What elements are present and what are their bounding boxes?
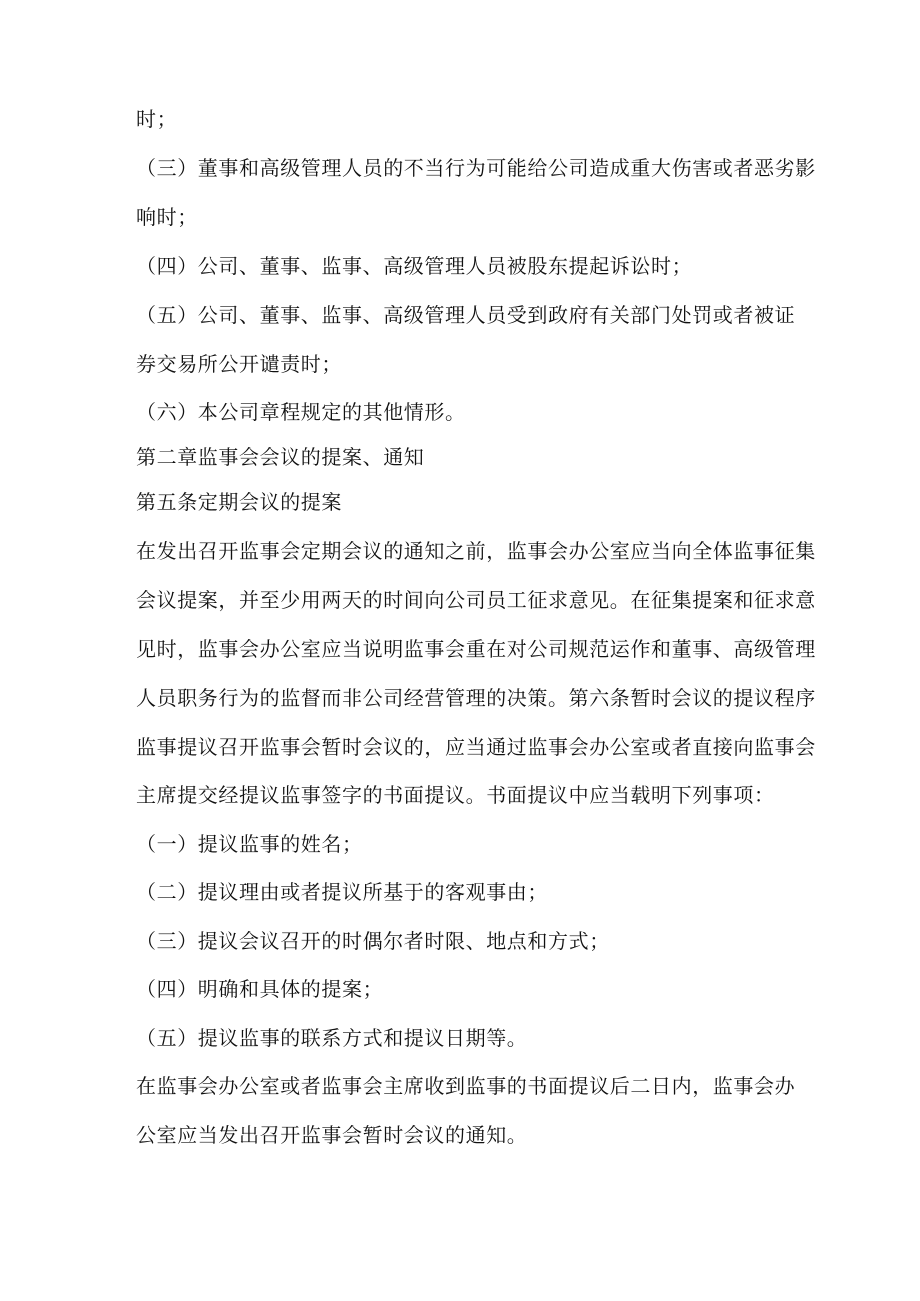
text-line: 公室应当发出召开监事会暂时会议的通知。 — [136, 1123, 528, 1147]
chapter-heading: 第二章监事会会议的提案、通知 — [136, 445, 425, 469]
text-line: 监事提议召开监事会暂时会议的，应当通过监事会办公室或者直接向监事会 — [136, 735, 816, 759]
text-line: 人员职务行为的监督而非公司经营管理的决策。第六条暂时会议的提议程序 — [136, 686, 816, 710]
text-line: （三）董事和高级管理人员的不当行为可能给公司造成重大伤害或者恶劣影 — [136, 156, 816, 180]
list-item: （四）明确和具体的提案； — [136, 977, 384, 1001]
text-line: 在监事会办公室或者监事会主席收到监事的书面提议后二日内，监事会办 — [136, 1074, 796, 1098]
article-heading: 第五条定期会议的提案 — [136, 490, 342, 514]
text-line: 在发出召开监事会定期会议的通知之前，监事会办公室应当向全体监事征集 — [136, 539, 816, 563]
text-line: 时； — [136, 107, 178, 131]
text-line: （五）公司、董事、监事、高级管理人员受到政府有关部门处罚或者被证 — [136, 303, 796, 327]
text-line: 主席提交经提议监事签字的书面提议。书面提议中应当载明下列事项： — [136, 783, 775, 807]
text-line: （六）本公司章程规定的其他情形。 — [136, 400, 466, 424]
text-line: 见时，监事会办公室应当说明监事会重在对公司规范运作和董事、高级管理 — [136, 637, 816, 661]
text-line: 响时； — [136, 205, 198, 229]
list-item: （三）提议会议召开的时偶尔者时限、地点和方式； — [136, 929, 610, 953]
list-item: （一）提议监事的姓名； — [136, 832, 363, 856]
list-item: （二）提议理由或者提议所基于的客观事由； — [136, 880, 548, 904]
list-item: （五）提议监事的联系方式和提议日期等。 — [136, 1026, 528, 1050]
text-line: （四）公司、董事、监事、高级管理人员被股东提起诉讼时； — [136, 254, 693, 278]
text-line: 会议提案，并至少用两天的时间向公司员工征求意见。在征集提案和征求意 — [136, 588, 816, 612]
text-line: 券交易所公开谴责时； — [136, 352, 342, 376]
